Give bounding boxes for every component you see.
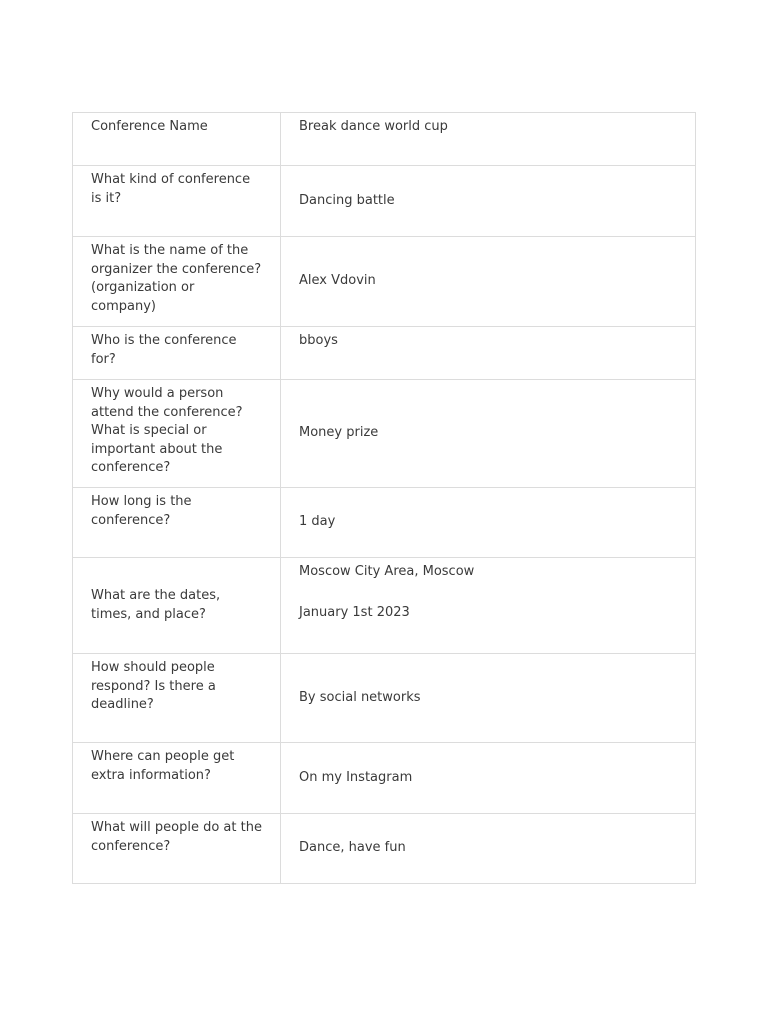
question-cell: What will people do at the conference? — [73, 814, 281, 884]
question-cell: Conference Name — [73, 113, 281, 166]
question-cell: Why would a person attend the conference? What is special or important about the conference? — [73, 380, 281, 488]
answer-cell: 1 day — [281, 488, 696, 558]
question-cell: How long is the conference? — [73, 488, 281, 558]
question-cell: What is the name of the organizer the conference? (organization or company) — [73, 237, 281, 327]
question-cell: What kind of conference is it? — [73, 166, 281, 237]
answer-cell: Dance, have fun — [281, 814, 696, 884]
answer-cell: By social networks — [281, 654, 696, 743]
answer-place: Moscow City Area, Moscow — [299, 564, 475, 579]
question-cell: Who is the conference for? — [73, 327, 281, 380]
table-row — [73, 380, 696, 488]
table-row — [73, 558, 696, 654]
answer-cell: Break dance world cup — [281, 113, 696, 166]
table-row — [73, 237, 696, 327]
conference-info-table — [72, 112, 696, 884]
answer-cell: Alex Vdovin — [281, 237, 696, 327]
table-row — [73, 166, 696, 237]
answer-spacer — [299, 582, 677, 604]
answer-cell: On my Instagram — [281, 743, 696, 814]
question-cell: How should people respond? Is there a deadline? — [73, 654, 281, 743]
question-cell: Where can people get extra information? — [73, 743, 281, 814]
table-row — [73, 113, 696, 166]
answer-cell — [281, 558, 696, 654]
answer-cell: Dancing battle — [281, 166, 696, 237]
table-row — [73, 488, 696, 558]
answer-cell: Money prize — [281, 380, 696, 488]
question-cell: What are the dates, times, and place? — [73, 558, 281, 654]
answer-date: January 1st 2023 — [299, 604, 410, 620]
table-row — [73, 654, 696, 743]
table-row — [73, 743, 696, 814]
table-row — [73, 814, 696, 884]
answer-cell: bboys — [281, 327, 696, 380]
table-row — [73, 327, 696, 380]
